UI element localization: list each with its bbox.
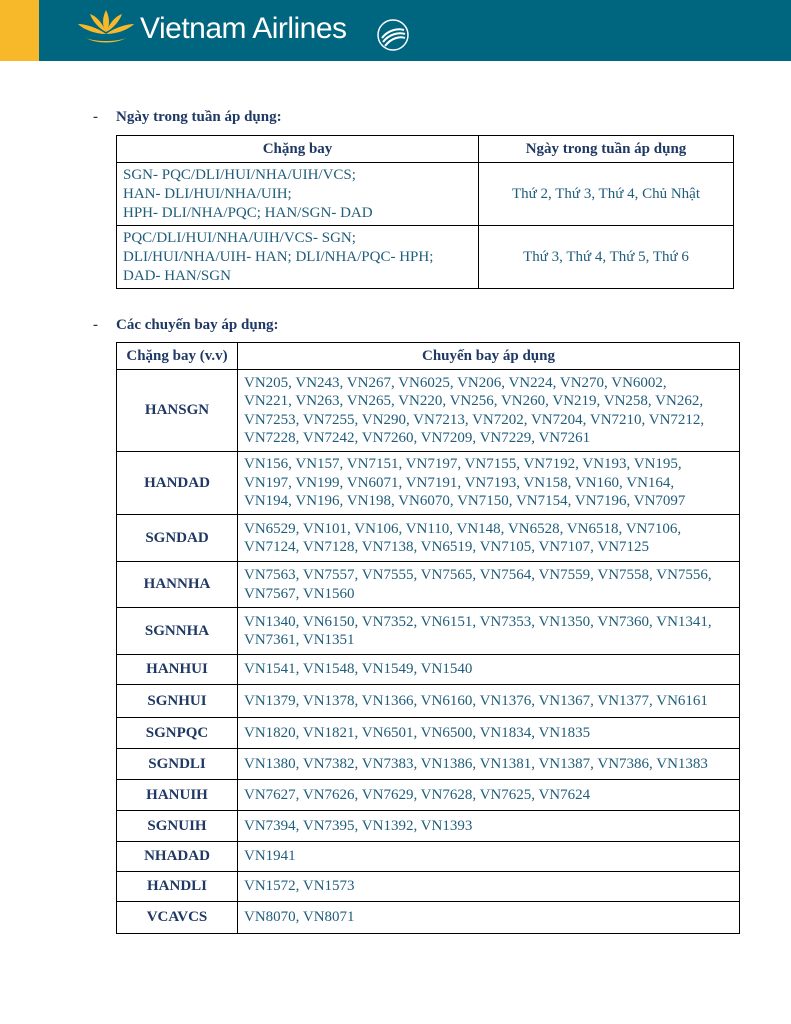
route-cell [117, 226, 479, 289]
table-row [117, 685, 740, 718]
flights-cell: VN7394, VN7395, VN1392, VN1393 [238, 811, 740, 842]
flights-cell [238, 515, 740, 562]
flights-cell [238, 562, 740, 608]
flight-line: VN1340, VN6150, VN7352, VN6151, VN7353, VN1350, VN7360, VN1341, [244, 613, 712, 630]
route-line: DLI/HUI/NHA/UIH- HAN; DLI/NHA/PQC- HPH; [123, 248, 434, 265]
header-flights: Chuyến bay áp dụng [238, 343, 740, 370]
flight-line: VN7361, VN1351 [244, 632, 355, 648]
flight-line: VN6529, VN101, VN106, VN110, VN148, VN6528, VN6518, VN7106, [244, 520, 682, 537]
flights-cell [238, 452, 740, 515]
flights-cell: VN1379, VN1378, VN1366, VN6160, VN1376, VN1367, VN1377, VN6161 [238, 685, 740, 718]
flight-line: VN7567, VN1560 [244, 585, 355, 602]
flights-table [116, 342, 740, 934]
lotus-logo-icon [76, 8, 136, 48]
route-cell [117, 163, 479, 226]
flight-line: VN156, VN157, VN7151, VN7197, VN7155, VN7192, VN193, VN195, [244, 456, 682, 473]
table-row [117, 226, 734, 289]
section-flights-title: Các chuyến bay áp dụng: [116, 317, 279, 333]
table-row [117, 811, 740, 842]
header-route: Chặng bay (v.v) [117, 343, 238, 370]
flight-line: VN197, VN199, VN6071, VN7191, VN7193, VN158, VN160, VN164, [244, 474, 675, 491]
route-line: PQC/DLI/HUI/NHA/UIH/VCS- SGN; [123, 229, 356, 246]
flights-cell: VN1941 [238, 842, 740, 872]
table-row [117, 515, 740, 562]
days-cell: Thứ 2, Thứ 3, Thứ 4, Chủ Nhật [479, 163, 734, 226]
flight-line: VN7253, VN7255, VN290, VN7213, VN7202, VN7204, VN7210, VN7212, [244, 411, 705, 428]
flight-line: VN194, VN196, VN198, VN6070, VN7150, VN7154, VN7196, VN7097 [244, 493, 686, 510]
route-code: NHADAD [117, 842, 238, 872]
table-row [117, 370, 740, 452]
days-table [116, 135, 734, 289]
flight-line: VN7124, VN7128, VN7138, VN6519, VN7105, VN7107, VN7125 [244, 539, 650, 555]
header-days: Ngày trong tuần áp dụng [479, 136, 734, 163]
table-row [117, 608, 740, 655]
skyteam-logo-icon [372, 16, 414, 54]
route-line: DAD- HAN/SGN [123, 267, 231, 284]
flights-cell: VN7627, VN7626, VN7629, VN7628, VN7625, VN7624 [238, 780, 740, 811]
header-banner [0, 0, 791, 61]
flight-line: VN7563, VN7557, VN7555, VN7565, VN7564, VN7559, VN7558, VN7556, [244, 567, 712, 583]
flight-line: VN221, VN263, VN265, VN220, VN256, VN260, VN219, VN258, VN262, [244, 393, 704, 409]
route-line: HAN- DLI/HUI/NHA/UIH; [123, 185, 292, 202]
route-code: SGNUIH [117, 811, 238, 842]
table-header-row [117, 343, 740, 370]
table-row [117, 718, 740, 749]
route-line: SGN- PQC/DLI/HUI/NHA/UIH/VCS; [123, 166, 356, 183]
flights-cell: VN1541, VN1548, VN1549, VN1540 [238, 655, 740, 685]
flights-cell: VN1820, VN1821, VN6501, VN6500, VN1834, VN1835 [238, 718, 740, 749]
route-code: VCAVCS [117, 902, 238, 934]
flights-cell: VN8070, VN8071 [238, 902, 740, 934]
table-header-row [117, 136, 734, 163]
route-code: SGNPQC [117, 718, 238, 749]
route-code: HANDLI [117, 872, 238, 902]
flights-cell [238, 608, 740, 655]
table-row [117, 163, 734, 226]
table-row [117, 655, 740, 685]
days-cell: Thứ 3, Thứ 4, Thứ 5, Thứ 6 [479, 226, 734, 289]
banner-accent-stripe [0, 0, 39, 61]
brand-name: Vietnam Airlines [140, 12, 347, 45]
flights-cell: VN1572, VN1573 [238, 872, 740, 902]
flight-line: VN7228, VN7242, VN7260, VN7209, VN7229, VN7261 [244, 430, 591, 446]
route-code: SGNNHA [117, 608, 238, 655]
route-code: HANUIH [117, 780, 238, 811]
route-code: SGNDLI [117, 749, 238, 780]
table-row [117, 749, 740, 780]
route-code: SGNDAD [117, 515, 238, 562]
table-row [117, 842, 740, 872]
route-line: HPH- DLI/NHA/PQC; HAN/SGN- DAD [123, 204, 373, 221]
flights-cell: VN1380, VN7382, VN7383, VN1386, VN1381, VN1387, VN7386, VN1383 [238, 749, 740, 780]
table-row [117, 562, 740, 608]
table-row [117, 780, 740, 811]
table-row [117, 452, 740, 515]
table-row [117, 872, 740, 902]
section-days-title: Ngày trong tuần áp dụng: [116, 109, 282, 125]
route-code: HANDAD [117, 452, 238, 515]
header-route: Chặng bay [117, 136, 479, 163]
flights-cell [238, 370, 740, 452]
route-code: HANNHA [117, 562, 238, 608]
flight-line: VN205, VN243, VN267, VN6025, VN206, VN224, VN270, VN6002, [244, 374, 667, 391]
route-code: HANSGN [117, 370, 238, 452]
bullet-dash: - [93, 317, 98, 333]
bullet-dash: - [93, 109, 98, 125]
route-code: SGNHUI [117, 685, 238, 718]
table-row [117, 902, 740, 934]
route-code: HANHUI [117, 655, 238, 685]
